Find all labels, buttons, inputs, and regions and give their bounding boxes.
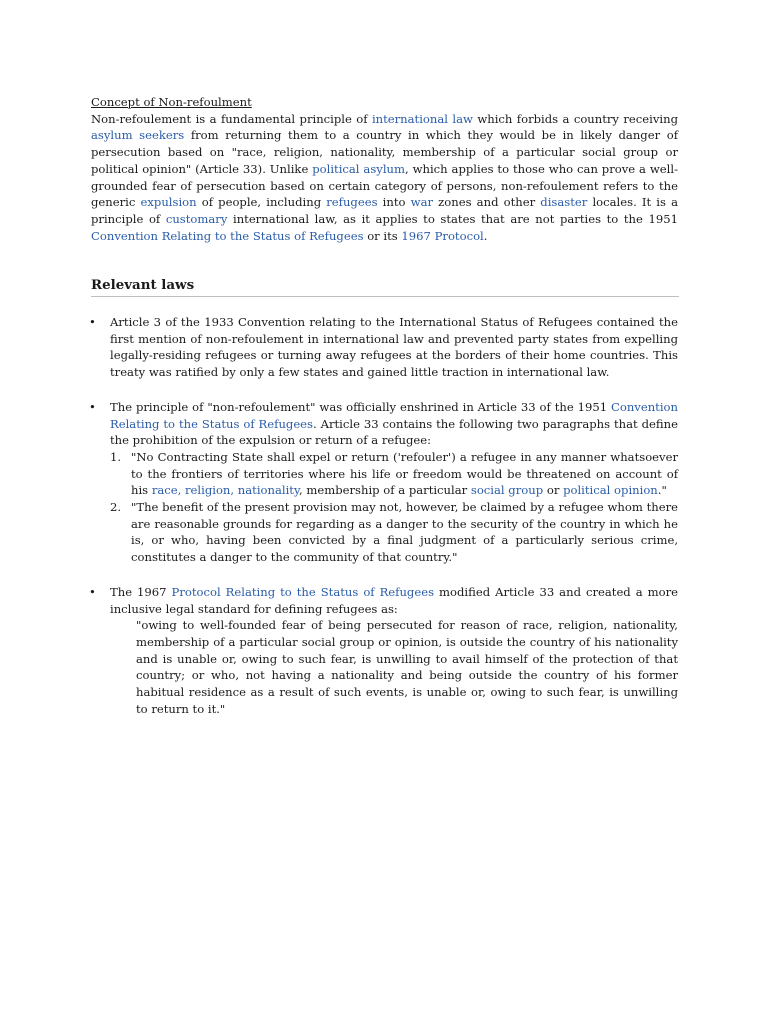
item-text: , membership of a particular xyxy=(298,483,471,498)
list-item xyxy=(89,584,678,718)
intro-text: into xyxy=(377,195,411,210)
intro-section xyxy=(91,94,678,244)
item-number: 1. xyxy=(110,449,122,464)
refugee-definition-quote: "owing to well-founded fear of being persecuted for reason of race, religion, nationality, membership of a particular social group or opinion, is outside the country of his nationality and is unable or, owing to such fear, is unwilling to avail himself of the protection of that country; or who, not having a nationality and being outside the country of his former habitual residence as a result of such events, is unable or, owing to such fear, is unwilling to return to it." xyxy=(136,618,678,716)
intro-text: . xyxy=(483,228,488,243)
item-text: "No Contracting State shall expel or return ('refouler') a refugee in any manner whatsoever to the frontiers of territories where his life or freedom would be threatened on account of his xyxy=(131,449,678,498)
link-1967-protocol[interactable]: Protocol Relating to the Status of Refugees xyxy=(171,584,435,599)
bullet-icon: • xyxy=(89,584,96,599)
bullet-text: The principle of "non-refoulement" was officially enshrined in Article 33 of the 1951 xyxy=(110,399,611,414)
relevant-laws-list xyxy=(89,314,678,735)
link-nationality[interactable]: nationality xyxy=(237,483,299,498)
item-text: or xyxy=(543,483,564,498)
link-expulsion[interactable]: expulsion xyxy=(140,195,197,210)
article-33-paragraphs xyxy=(110,449,678,566)
concept-heading: Concept of Non-refoulment xyxy=(91,95,252,109)
intro-text: international law, as it applies to states that are not parties to the 1951 xyxy=(227,211,678,226)
link-convention-1951[interactable]: Convention Relating to the Status of Refugees xyxy=(91,228,364,243)
intro-text: Non-refoulement is a fundamental principle of xyxy=(91,111,372,126)
link-1967-protocol[interactable]: 1967 Protocol xyxy=(401,228,484,243)
link-disaster[interactable]: disaster xyxy=(540,195,588,210)
intro-text: from returning them to a country in which they would be in likely danger of persecution based on "race, religion, nationality, membership of a particular social group or political opinion" (Article 33). Unlike xyxy=(91,128,678,176)
link-religion[interactable]: religion xyxy=(185,483,231,498)
intro-text: locales. It is a principle of xyxy=(91,195,678,226)
link-race[interactable]: race xyxy=(151,483,178,498)
intro-text: of people, including xyxy=(196,195,327,210)
item-text: "The benefit of the present provision may not, however, be claimed by a refugee whom there are reasonable grounds for regarding as a danger to the security of the country in which he is, or who, having been convicted by a final judgment of a particularly serious crime, constitutes a danger to the community of that country." xyxy=(131,500,678,565)
item-number: 2. xyxy=(110,500,122,515)
link-political-opinion[interactable]: political opinion xyxy=(563,483,658,498)
bullet-text: modified Article 33 and created a more inclusive legal standard for defining refugees as: xyxy=(110,584,678,616)
link-customary[interactable]: customary xyxy=(165,211,228,226)
intro-text: which forbids a country receiving xyxy=(472,111,678,126)
intro-text: or its xyxy=(363,228,402,243)
numbered-item xyxy=(110,499,678,566)
bullet-text: Article 3 of the 1933 Convention relating to the International Status of Refugees contained the first mention of non-refoulement in international law and prevented party states from expelling legally-residing refugees or turning away refugees at the borders of their home countries. This treaty was ratified by only a few states and gained little traction in international law. xyxy=(110,315,678,380)
intro-paragraph xyxy=(91,111,678,245)
link-international-law[interactable]: international law xyxy=(371,111,473,126)
link-separator: , xyxy=(230,483,238,498)
link-social-group[interactable]: social group xyxy=(470,483,544,498)
link-separator: , xyxy=(177,483,185,498)
link-asylum-seekers[interactable]: asylum seekers xyxy=(91,128,185,143)
list-item xyxy=(89,399,678,566)
intro-text: , which applies to those who can prove a well-grounded fear of persecution based on certain category of persons, non-refoulement refers to the generic xyxy=(91,161,678,210)
bullet-paragraph xyxy=(110,399,678,449)
link-convention-1951[interactable]: Convention Relating to the Status of Refugees xyxy=(110,399,678,431)
link-refugees[interactable]: refugees xyxy=(326,195,378,210)
bullet-icon: • xyxy=(89,399,96,414)
list-item xyxy=(89,314,678,381)
bullet-paragraph xyxy=(110,584,678,617)
link-war[interactable]: war xyxy=(410,195,434,210)
numbered-item xyxy=(110,449,678,499)
bullet-icon: • xyxy=(89,315,96,329)
relevant-laws-heading: Relevant laws xyxy=(91,276,679,297)
link-political-asylum[interactable]: political asylum xyxy=(312,161,405,176)
intro-text: zones and other xyxy=(433,195,541,210)
bullet-text: The 1967 xyxy=(110,584,172,599)
bullet-text: . Article 33 contains the following two paragraphs that define the prohibition of the expulsion or return of a refugee: xyxy=(110,416,678,448)
item-text: ." xyxy=(657,483,667,498)
